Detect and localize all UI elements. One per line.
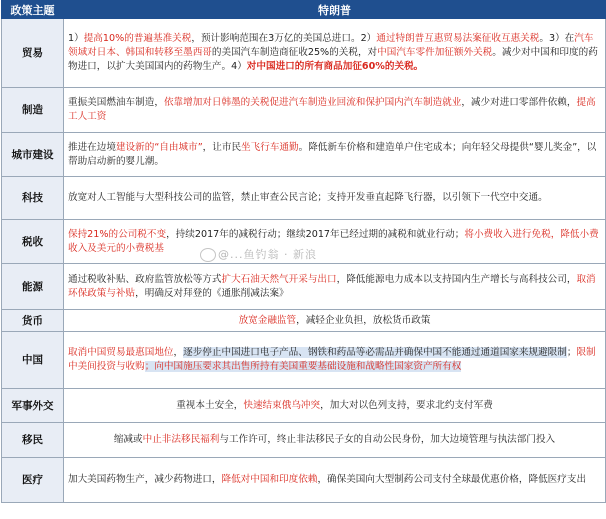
content-cell (64, 332, 606, 389)
content-text-segment: ，减轻企业负担，放松货币政策 (296, 314, 431, 326)
content-text-segment: ，让市民 (202, 141, 242, 153)
table-row-energy (2, 264, 606, 310)
content-text-segment: ，预计影响范围在3万亿的美国总进口。2） (191, 33, 377, 44)
content-text-segment: 加大美国药物生产，减少药物进口， (68, 474, 222, 485)
topic-cell: 能源 (2, 264, 64, 310)
content-cell (64, 177, 606, 220)
table-row-currency (2, 310, 606, 332)
table-row-trade (2, 19, 606, 88)
content-cell (64, 458, 606, 503)
content-text-segment: 扩大石油天然气开采与出口 (221, 273, 337, 285)
topic-cell: 移民 (2, 423, 64, 458)
header-policy-topic: 政策主题 (2, 1, 64, 19)
table-row-city-building (2, 133, 606, 177)
content-text-segment: 坐飞行车通勤 (241, 141, 299, 153)
content-text-segment: 推进在边境 (68, 141, 116, 153)
content-text-segment: 提高10%的普遍基准关税 (83, 33, 192, 44)
content-text-segment: 逐步停止中国进口电子产品、钢铁和药品等必需品并确保中国不能通过通道国家来规避限制 (183, 347, 567, 358)
content-text-segment: 依靠增加对日韩墨的关税促进汽车制造业回流和保护国内汽车制造就业 (163, 97, 462, 108)
content-text-segment: ， (173, 347, 184, 358)
content-text-segment: ，加大对以色列支持，要求北约支付军费 (320, 399, 493, 411)
table-row-military-diplomacy (2, 389, 606, 423)
content-text-segment: 。减少对中国和印度的药物进口，以扩大美国国内的药物生产。4） (68, 47, 598, 72)
content-text-segment: ； (566, 347, 577, 358)
topic-cell: 城市建设 (2, 133, 64, 177)
header-trump: 特朗普 (64, 1, 606, 19)
content-cell (64, 423, 606, 458)
content-text-segment: ，明确反对拜登的《通胀削减法案》 (135, 287, 289, 299)
content-text-segment: 通过特朗普互惠贸易法案征收互惠关税 (376, 33, 540, 44)
content-text-segment: 与工作许可，终止非法移民子女的自动公民身份，加大边境管理与执法部门投入 (219, 434, 556, 445)
content-text-segment: 汽车领域对日本、韩国和转移至墨西哥 (68, 33, 594, 58)
content-text-segment: 中国汽车零件加征额外关税 (377, 47, 493, 58)
watermark-text: @...鱼钓翁 · 新浪 (218, 248, 317, 261)
content-text-segment: 缩减或 (113, 434, 143, 445)
topic-cell: 中国 (2, 332, 64, 389)
table-row-manufacturing (2, 88, 606, 133)
content-text-segment: 。降低新车价格和建造单户住宅成本；向年轻父母提供“婴儿奖金”，以帮助启动新的婴儿潮。 (68, 141, 597, 167)
content-text-segment: ，降低能源电力成本以支持国内生产增长与高科技公司， (336, 273, 577, 285)
content-text-segment: 取消环保政策与补贴 (68, 273, 596, 299)
topic-cell: 制造 (2, 88, 64, 133)
table-row-healthcare (2, 458, 606, 503)
topic-cell: 医疗 (2, 458, 64, 503)
topic-cell: 贸易 (2, 19, 64, 88)
content-text-segment: ，确保美国向大型制药公司支付全球最优惠价格，降低医疗支出 (317, 474, 587, 485)
content-text-segment: 限制中美间投资与收购 (68, 347, 596, 372)
content-text-segment: ，降低小费收入及美元的小费税基 (68, 228, 599, 254)
content-cell (64, 310, 606, 332)
content-text-segment: 放宽金融监管 (238, 314, 297, 326)
content-cell (64, 19, 606, 88)
table-row-tax (2, 220, 606, 264)
content-text-segment: 对中国进口的所有商品加征60%的关税。 (246, 61, 424, 72)
table-header-row (2, 1, 606, 19)
content-text-segment: ；向中国施压要求其出售所持有美国重要基础设施和战略性国家资产所有权 (144, 361, 462, 372)
content-text-segment: 降低对中国和印度依赖 (221, 474, 318, 485)
table-row-technology (2, 177, 606, 220)
topic-cell: 军事外交 (2, 389, 64, 423)
content-cell (64, 220, 606, 264)
table-row-china (2, 332, 606, 389)
content-text-segment: 重视本土安全， (176, 399, 244, 411)
content-text-segment: 重振美国燃油车制造， (68, 97, 164, 108)
policy-table (1, 0, 606, 503)
content-text-segment: 1） (68, 33, 84, 44)
content-cell (64, 133, 606, 177)
content-text-segment: 提高工人工资 (68, 97, 596, 122)
content-text-segment: 中止非法移民福利 (142, 434, 220, 445)
content-cell (64, 389, 606, 423)
content-text-segment: 快速结束俄乌冲突 (243, 399, 321, 411)
topic-cell: 货币 (2, 310, 64, 332)
content-text-segment: 放宽对人工智能与大型科技公司的监管，禁止审查公民言论；支持开发垂直起降飞行器，以引领下一代空中交通。 (68, 192, 548, 203)
content-text-segment: 建设新的“自由城市” (115, 141, 203, 153)
content-text-segment: 通过税收补贴、政府监管放松等方式 (68, 273, 222, 285)
table-row-immigration (2, 423, 606, 458)
content-text-segment: 。3）在 (539, 33, 575, 44)
content-text-segment: 将小费收入进行免税 (464, 228, 551, 240)
content-text-segment: ，减少对进口零部件依赖， (461, 97, 577, 108)
topic-cell: 科技 (2, 177, 64, 220)
content-cell (64, 264, 606, 310)
content-text-segment: 的美国汽车制造商征收25%的关税，对 (211, 47, 378, 58)
content-text-segment: 保持21%的公司税不变 (68, 228, 167, 240)
topic-cell: 税收 (2, 220, 64, 264)
content-cell (64, 88, 606, 133)
content-text-segment: 取消中国贸易最惠国地位 (68, 347, 174, 358)
content-text-segment: ，持续2017年的减税行动；继续2017年已经过期的减税和就业行动； (166, 228, 465, 240)
